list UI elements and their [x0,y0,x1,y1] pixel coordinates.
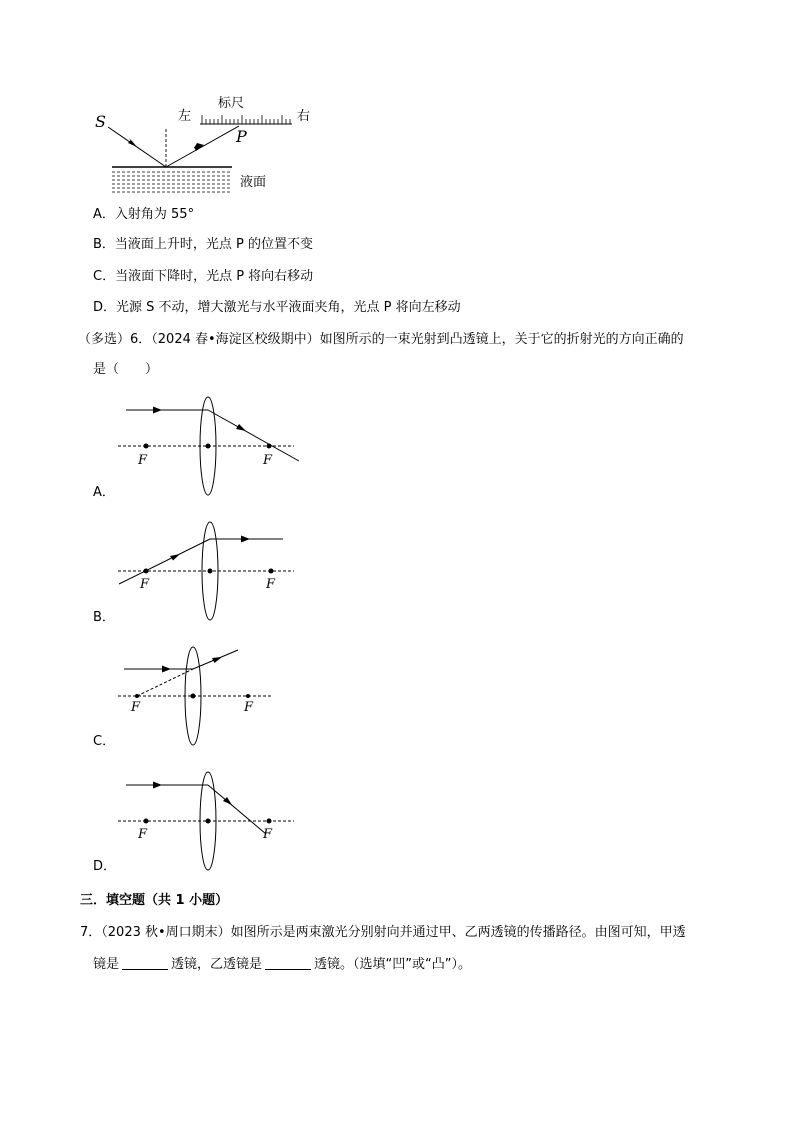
focal-label: F [138,453,148,468]
right-label: 右 [297,109,311,124]
focal-label: F [266,577,276,592]
point-p-label: P [236,127,247,146]
q6-option-b: B． [93,610,115,625]
left-label: 左 [178,109,192,124]
q5-option-b: B．当液面上升时，光点 P 的位置不变 [93,237,314,252]
answer-blank[interactable] [122,956,168,970]
focal-label: F [263,827,273,842]
q5-option-c: C．当液面下降时，光点 P 将向右移动 [93,269,314,284]
q6-stem-line1: （多选）6．（2024 春•海淀区校级期中）如图所示的一束光射到凸透镜上，关于它的折射光的方向正确的 [78,332,684,347]
q7-stem-line1: 7．（2023 秋•周口期末）如图所示是两束激光分别射向并通过甲、乙两透镜的传播路径。由图可知，甲透 [80,925,686,940]
focal-label: F [138,827,148,842]
answer-blank[interactable] [265,956,311,970]
ruler-label: 标尺 [218,96,245,111]
ruler-ticks [202,115,290,124]
liquid-label: 液面 [240,175,267,190]
q6-option-c: C． [93,734,116,749]
focal-label: F [131,700,141,715]
lens-diagram-c [0,640,794,750]
q6-option-a: A． [93,485,115,500]
q6-option-d: D． [93,859,117,874]
source-label: S [95,112,106,131]
section-title: 三．填空题（共 1 小题） [80,893,229,908]
q6-stem-line2: 是（ ） [93,362,159,377]
lens-diagram-d [0,765,794,875]
focal-label: F [263,453,273,468]
q5-option-d: D．光源 S 不动，增大激光与水平液面夹角，光点 P 将向左移动 [93,300,461,315]
liquid-hatching [112,172,232,192]
reflection-diagram [0,0,794,200]
lens-diagram-b [0,515,794,625]
lens-diagram-a [0,390,794,500]
q7-stem-line2: 镜是 透镜，乙透镜是 透镜。（选填“凹”或“凸”）。 [93,957,471,972]
reflected-ray [166,126,239,167]
q5-option-a: A．入射角为 55° [93,207,195,222]
focal-label: F [140,577,150,592]
focal-label: F [244,700,254,715]
